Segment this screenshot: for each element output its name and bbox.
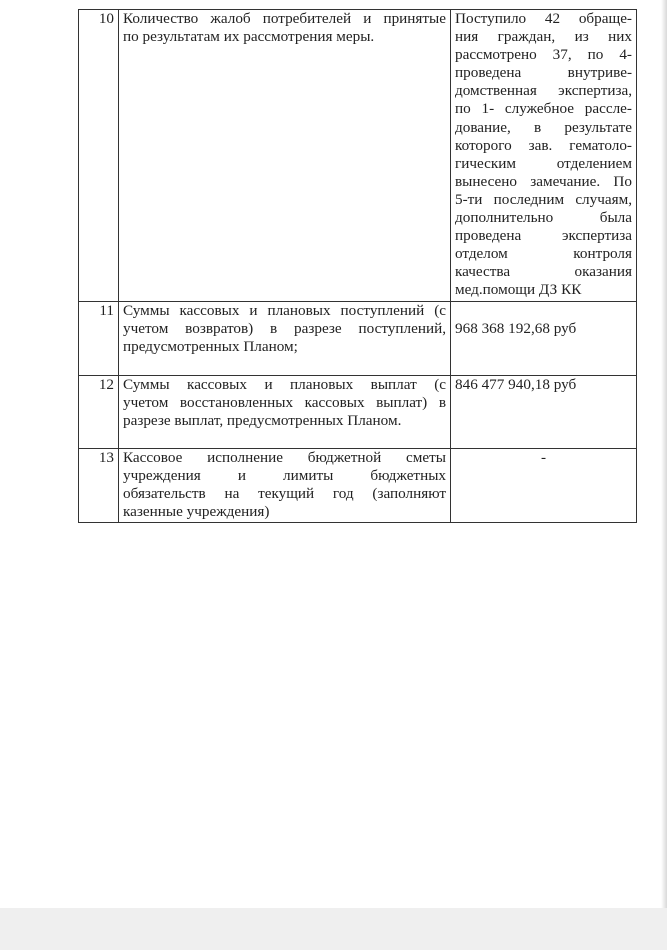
row-value (451, 301, 637, 375)
table-row (79, 375, 637, 448)
row-value (451, 10, 637, 302)
row-number: 12 (79, 375, 119, 448)
value-line: вынесено замечание. По (455, 172, 632, 190)
row-number: 11 (79, 301, 119, 375)
value-text: 968 368 192,68 руб (455, 319, 577, 337)
description-line: обязательств на текущий год (заполняют (123, 484, 446, 502)
description-line: казенные учреждения) (123, 502, 270, 520)
table-row (79, 10, 637, 302)
row-description (119, 448, 451, 522)
value-line: мед.помощи ДЗ КК (455, 281, 582, 299)
row-description (119, 10, 451, 302)
row-number: 13 (79, 448, 119, 522)
description-line: Кассовое исполнение бюджетной сметы (123, 448, 446, 466)
report-table (78, 9, 637, 523)
value-line: дополнительно была (455, 209, 632, 227)
value-line: отделом контроля (455, 245, 632, 263)
row-value: - (451, 448, 637, 522)
row-value: 846 477 940,18 руб (451, 375, 637, 448)
description-line: Суммы кассовых и плановых выплат (с (123, 375, 446, 393)
description-line: предусмотренных Планом; (123, 337, 298, 355)
value-line: дование, в результате (455, 118, 632, 136)
row-number: 10 (79, 10, 119, 302)
scan-bottom-margin (0, 908, 667, 950)
value-line: ния граждан, из них (455, 28, 632, 46)
row-description (119, 375, 451, 448)
table-row (79, 301, 637, 375)
description-line: учетом возвратов) в разрезе поступлений, (123, 319, 446, 337)
value-line: гическим отделением (455, 154, 632, 172)
value-line: проведена внутриве- (455, 64, 632, 82)
value-line: качества оказания (455, 263, 632, 281)
description-line: учетом восстановленных кассовых выплат) в (123, 393, 446, 411)
page-edge-shadow (661, 0, 667, 908)
value-line: 5-ти последним случаям, (455, 190, 632, 208)
value-line: рассмотрено 37, по 4- (455, 46, 632, 64)
description-line: по результатам их рассмотрения меры. (123, 28, 375, 46)
row-description (119, 301, 451, 375)
value-line: которого зав. гематоло- (455, 136, 632, 154)
value-line: Поступило 42 обраще- (455, 10, 632, 27)
description-line: разрезе выплат, предусмотренных Планом. (123, 411, 402, 429)
value-line: домственная экспертиза, (455, 82, 632, 100)
description-line: учреждения и лимиты бюджетных (123, 466, 446, 484)
description-line: Количество жалоб потребителей и принятые (123, 10, 446, 27)
value-line: по 1- служебное рассле- (455, 100, 632, 118)
table-row (79, 448, 637, 522)
description-line: Суммы кассовых и плановых поступлений (с (123, 301, 446, 319)
value-line: проведена экспертиза (455, 227, 632, 245)
